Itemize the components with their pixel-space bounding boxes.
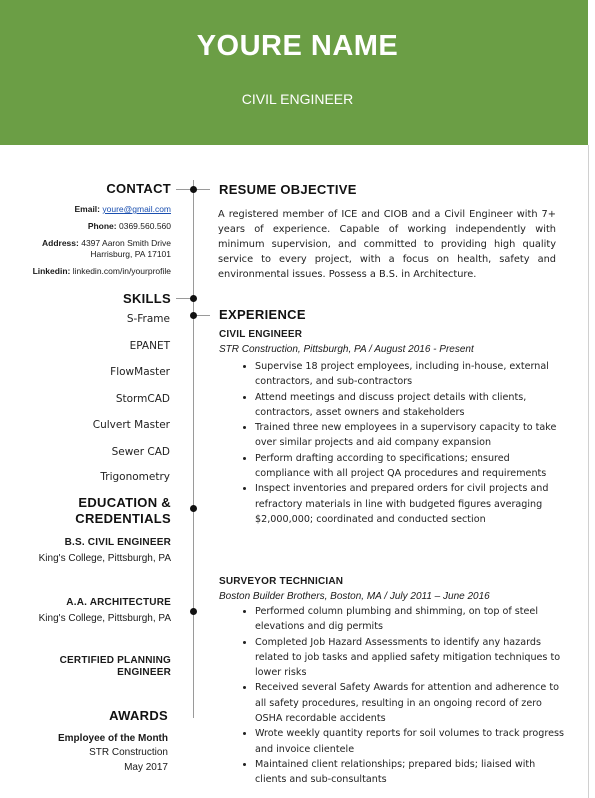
timeline-dot <box>190 312 197 319</box>
list-item: • Attend meetings and discuss project details with clients, contractors, asset owners and stakeholders <box>255 390 564 421</box>
contact-address <box>42 238 171 249</box>
skill-item: S-Frame <box>126 313 170 325</box>
education-school: King's College, Pittsburgh, PA <box>38 553 171 564</box>
skill-item: Trigonometry <box>100 471 170 483</box>
page-border <box>588 145 589 798</box>
address-label: Address: <box>42 238 79 248</box>
certification-line1: CERTIFIED PLANNING <box>59 655 171 666</box>
header-banner <box>0 0 588 145</box>
address-line1: 4397 Aaron Smith Drive <box>81 238 171 248</box>
job-title-entry: SURVEYOR TECHNICIAN <box>219 576 344 587</box>
list-item: • Supervise 18 project employees, including in-house, external contractors, and sub-contractors <box>255 359 564 390</box>
contact-address-line2: Harrisburg, PA 17101 <box>90 249 171 259</box>
skills-heading: SKILLS <box>122 291 171 306</box>
awards-heading: AWARDS <box>109 708 168 723</box>
skill-item: Sewer CAD <box>111 446 170 458</box>
job-title-entry: CIVIL ENGINEER <box>219 329 303 340</box>
list-item: • Trained three new employees in a supervisory capacity to take over similar projects and aid company expansion <box>255 420 564 451</box>
list-item: • Perform drafting according to specifications; ensured compliance with all project QA procedures and requirements <box>255 451 564 482</box>
certification-line2: ENGINEER <box>117 667 171 678</box>
linkedin-label: Linkedin: <box>32 266 71 276</box>
award-name: Employee of the Month <box>58 733 168 744</box>
list-item: • Wrote weekly quantity reports for soil volumes to track progress and invoice clientele <box>255 726 564 757</box>
education-degree: A.A. ARCHITECTURE <box>66 597 171 608</box>
skill-item: EPANET <box>129 340 170 352</box>
education-school: King's College, Pittsburgh, PA <box>38 613 171 624</box>
job-meta: STR Construction, Pittsburgh, PA / August 2016 - Present <box>219 344 474 355</box>
timeline-dot <box>190 505 197 512</box>
list-item: • Performed column plumbing and shimming, on top of steel elevations and dig permits <box>255 604 564 635</box>
email-link[interactable]: youre@gmail.com <box>102 204 171 214</box>
contact-heading: CONTACT <box>106 181 171 196</box>
timeline-dot <box>190 186 197 193</box>
job-title: CIVIL ENGINEER <box>241 91 354 107</box>
timeline-dot <box>190 295 197 302</box>
email-label: Email: <box>74 204 100 214</box>
objective-heading: RESUME OBJECTIVE <box>219 182 357 197</box>
experience-heading: EXPERIENCE <box>219 307 306 322</box>
education-heading-line2: CREDENTIALS <box>75 511 171 526</box>
award-org: STR Construction <box>89 747 168 758</box>
contact-email <box>74 204 171 215</box>
objective-text: A registered member of ICE and CIOB and a Civil Engineer with 7+ years of experience. Capable of working independently with minimum supervision, and committed to providing high quality service to every project, with a focus on health, safety and environmental issues. Possess a B.S. in Architecture. <box>218 209 556 280</box>
linkedin-value: linkedin.com/in/yourprofile <box>72 266 171 276</box>
timeline-dot <box>190 608 197 615</box>
job-bullets <box>219 604 564 788</box>
contact-linkedin <box>33 266 171 277</box>
education-heading-line1: EDUCATION & <box>78 495 171 510</box>
phone-value: 0369.560.560 <box>119 221 171 231</box>
award-date: May 2017 <box>124 762 168 773</box>
skill-item: FlowMaster <box>110 366 170 378</box>
list-item: • Completed Job Hazard Assessments to identify any hazards related to job tasks and applied safety mitigation techniques to lower risks <box>255 635 564 681</box>
education-degree: B.S. CIVIL ENGINEER <box>64 537 171 548</box>
timeline-line <box>193 180 194 718</box>
skill-item: StormCAD <box>115 393 170 405</box>
applicant-name: YOURE NAME <box>196 30 399 62</box>
contact-phone <box>88 221 171 232</box>
job-bullets <box>219 359 564 527</box>
list-item: • Maintained client relationships; prepared bids; liaised with clients and sub-consultants <box>255 757 564 788</box>
list-item: • Received several Safety Awards for attention and adherence to all safety procedures, resulting in an ongoing record of zero OSHA recordable accidents <box>255 680 564 726</box>
skill-item: Culvert Master <box>92 419 170 431</box>
job-meta: Boston Builder Brothers, Boston, MA / July 2011 – June 2016 <box>219 591 490 602</box>
phone-label: Phone: <box>87 221 117 231</box>
list-item: • Inspect inventories and prepared orders for civil projects and refractory materials in line with budgeted figures averaging $2,000,000; coordinated and conducted section <box>255 481 564 527</box>
